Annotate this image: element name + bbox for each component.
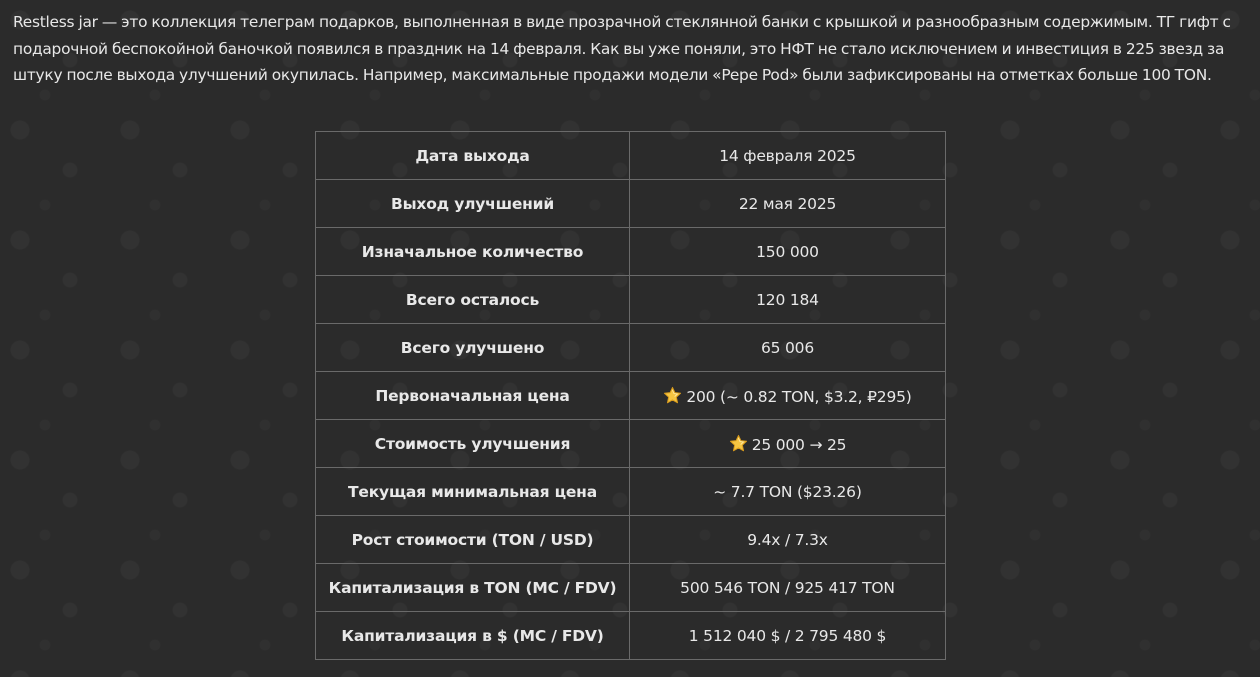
row-label: Выход улучшений bbox=[316, 180, 630, 228]
value-text: 65 006 bbox=[760, 338, 815, 357]
row-label: Капитализация в $ (MC / FDV) bbox=[316, 612, 630, 660]
value-text: 22 мая 2025 bbox=[738, 194, 837, 213]
star-icon bbox=[663, 386, 682, 405]
row-label: Рост стоимости (TON / USD) bbox=[316, 516, 630, 564]
table-row bbox=[316, 372, 946, 420]
star-icon bbox=[729, 434, 748, 453]
row-value bbox=[630, 420, 946, 468]
value-text: 25 000 → 25 bbox=[751, 435, 847, 454]
table-row bbox=[316, 276, 946, 324]
value-text: 500 546 TON / 925 417 TON bbox=[680, 578, 895, 597]
value-text: 14 февраля 2025 bbox=[719, 146, 856, 165]
row-label: Текущая минимальная цена bbox=[316, 468, 630, 516]
row-value bbox=[630, 468, 946, 516]
value-text: 150 000 bbox=[756, 242, 819, 261]
value-text: 120 184 bbox=[756, 290, 819, 309]
table-row bbox=[316, 612, 946, 660]
row-label: Всего осталось bbox=[316, 276, 630, 324]
row-value bbox=[630, 516, 946, 564]
table-row bbox=[316, 564, 946, 612]
gift-stats-table bbox=[315, 131, 946, 660]
table-row bbox=[316, 132, 946, 180]
row-value bbox=[630, 132, 946, 180]
row-label: Изначальное количество bbox=[316, 228, 630, 276]
table-row bbox=[316, 420, 946, 468]
table-row bbox=[316, 516, 946, 564]
row-value bbox=[630, 180, 946, 228]
value-text: ~ 7.7 TON ($23.26) bbox=[713, 482, 862, 501]
table-row bbox=[316, 228, 946, 276]
value-text: 9.4x / 7.3x bbox=[747, 530, 828, 549]
row-label: Дата выхода bbox=[316, 132, 630, 180]
intro-paragraph: Restless jar — это коллекция телеграм подарков, выполненная в виде прозрачной стеклянной банки с крышкой и разнообразным содержимым. ТГ гифт с подарочной беспокойной баночкой появился в праздник на 14 февраля. Как вы уже поняли, это НФТ не стало исключением и инвестиция в 225 звезд за штуку после выхода улучшений окупилась. Например, максимальные продажи модели «Pepe Pod» были зафиксированы на отметках больше 100 TON. bbox=[13, 13, 1231, 84]
value-text: 200 (~ 0.82 TON, $3.2, ₽295) bbox=[686, 387, 912, 406]
row-label: Стоимость улучшения bbox=[316, 420, 630, 468]
row-label: Первоначальная цена bbox=[316, 372, 630, 420]
row-value bbox=[630, 324, 946, 372]
row-label: Капитализация в TON (MC / FDV) bbox=[316, 564, 630, 612]
value-text: 1 512 040 $ / 2 795 480 $ bbox=[688, 626, 887, 645]
table-row bbox=[316, 324, 946, 372]
row-value bbox=[630, 276, 946, 324]
table-row bbox=[316, 468, 946, 516]
row-value bbox=[630, 228, 946, 276]
row-value bbox=[630, 564, 946, 612]
row-value bbox=[630, 372, 946, 420]
table-row bbox=[316, 180, 946, 228]
row-label: Всего улучшено bbox=[316, 324, 630, 372]
row-value bbox=[630, 612, 946, 660]
